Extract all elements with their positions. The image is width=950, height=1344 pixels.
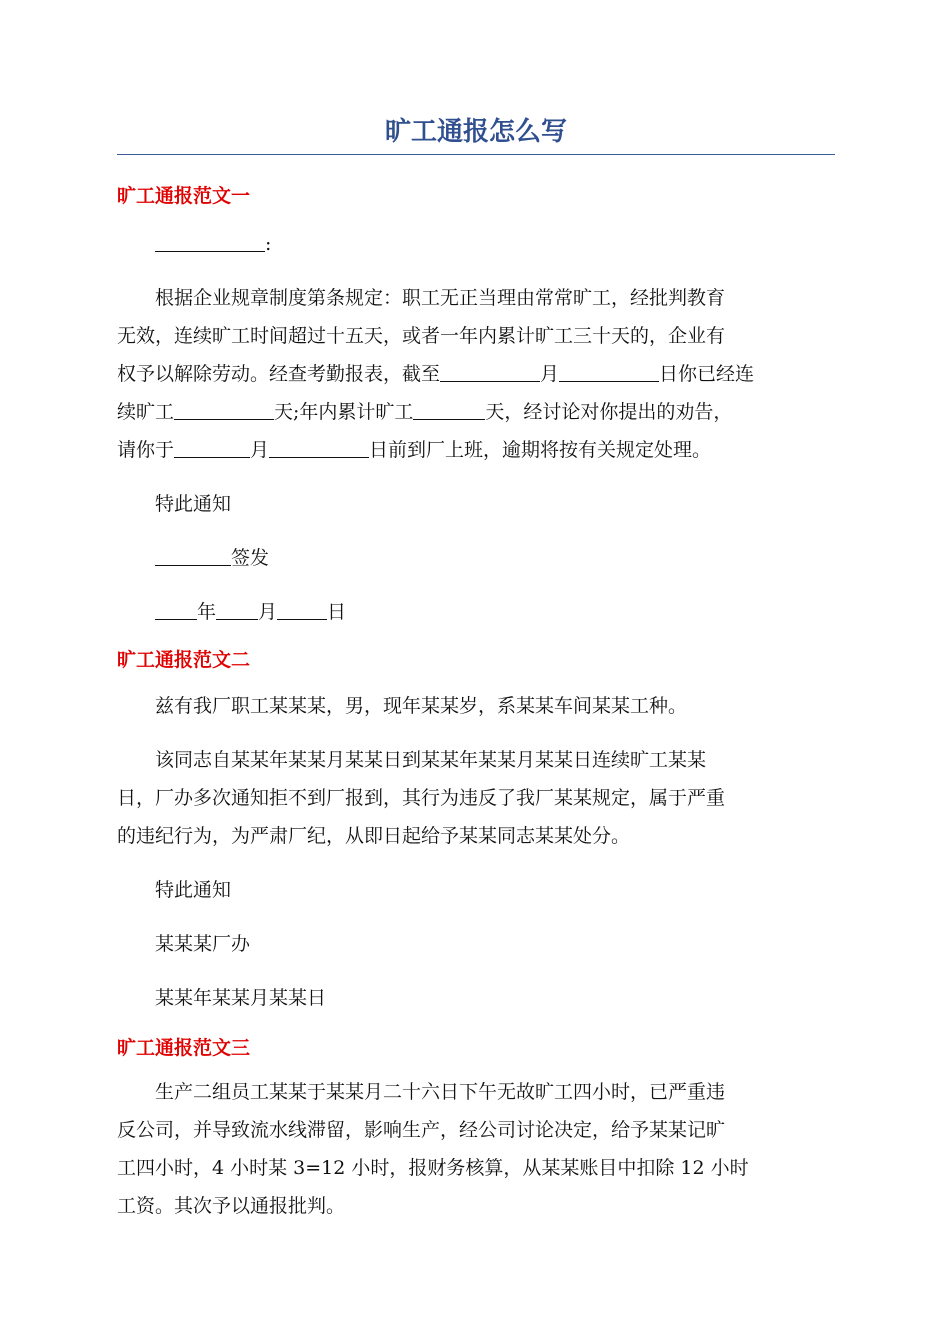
notice-text: 特此通知 — [155, 493, 232, 515]
issue-date-text: 某某年某某月某某日 — [155, 987, 327, 1009]
month-blank — [440, 361, 540, 382]
body-text: 请你于 — [117, 439, 175, 461]
body-line: 生产二组员工某某于某某月二十六日下午无故旷工四小时，已严重违 — [155, 1081, 726, 1103]
date-line — [117, 593, 835, 631]
body-text: 天;年内累计旷工 — [274, 401, 414, 423]
date-day-text: 日 — [327, 601, 347, 623]
date-month-blank — [216, 599, 258, 620]
body-line: 无效，连续旷工时间超过十五天，或者一年内累计旷工三十天的，企业有 — [117, 325, 726, 347]
return-month-blank — [174, 437, 250, 458]
section-2-para-2 — [117, 741, 835, 855]
body-line: 反公司，并导致流水线滞留，影响生产，经公司讨论决定，给予某某记旷 — [117, 1119, 726, 1141]
sign-text: 签发 — [231, 547, 270, 569]
recipient-blank — [155, 231, 265, 252]
document-content — [117, 112, 835, 1225]
signer-blank — [155, 545, 231, 566]
date-year-text: 年 — [197, 601, 217, 623]
body-line: 日，厂办多次通知拒不到厂报到，其行为违反了我厂某某规定，属于严重 — [117, 787, 726, 809]
section-3-para-1 — [117, 1073, 835, 1225]
body-text: 权予以解除劳动。经查考勤报表，截至 — [117, 363, 441, 385]
body-line — [117, 431, 835, 469]
date-day-blank — [277, 599, 327, 620]
page-title: 旷工通报怎么写 — [384, 117, 567, 147]
salutation-line — [117, 225, 835, 263]
body-line: 该同志自某某年某某月某某日到某某年某某月某某日连续旷工某某 — [155, 749, 707, 771]
body-line: 的违纪行为，为严肃厂纪，从即日起给予某某同志某某处分。 — [117, 825, 631, 847]
body-text: 日前到厂上班，逾期将按有关规定处理。 — [369, 439, 712, 461]
body-text: 月 — [250, 439, 270, 461]
body-line — [117, 355, 835, 393]
body-line: 根据企业规章制度第条规定：职工无正当理由常常旷工，经批判教育 — [155, 287, 726, 309]
body-text: 月 — [540, 363, 560, 385]
salutation-colon: : — [265, 233, 272, 255]
year-blank — [155, 599, 197, 620]
notice-text: 特此通知 — [155, 879, 232, 901]
section-heading-1: 旷工通报范文一 — [117, 185, 251, 207]
body-text: 日你已经连 — [659, 363, 755, 385]
sign-line — [117, 539, 835, 577]
section-2-para-1: 兹有我厂职工某某某，男，现年某某岁，系某某车间某某工种。 — [155, 695, 688, 717]
day-blank — [559, 361, 659, 382]
section-heading-3: 旷工通报范文三 — [117, 1037, 251, 1059]
body-line — [117, 393, 835, 431]
issuer-text: 某某某厂办 — [155, 933, 251, 955]
annual-days-blank — [413, 399, 485, 420]
date-month-text: 月 — [258, 601, 278, 623]
section-heading-2: 旷工通报范文二 — [117, 649, 251, 671]
body-line: 工资。其次予以通报批判。 — [117, 1195, 346, 1217]
return-day-blank — [269, 437, 369, 458]
title-divider — [117, 154, 835, 155]
body-text: 天，经讨论对你提出的劝告， — [485, 401, 733, 423]
body-text: 续旷工 — [117, 401, 175, 423]
section-1-body — [117, 279, 835, 469]
days-blank — [174, 399, 274, 420]
body-line: 工四小时，4 小时某 3=12 小时，报财务核算，从某某账目中扣除 12 小时 — [117, 1157, 749, 1179]
